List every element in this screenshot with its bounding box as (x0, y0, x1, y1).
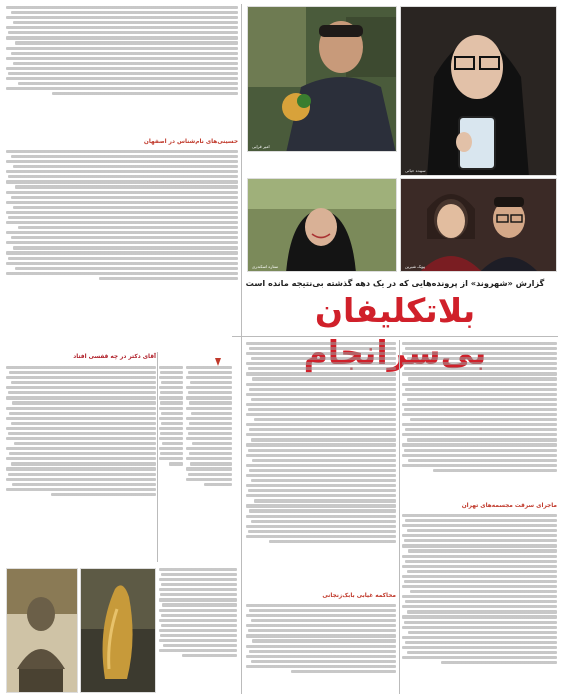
left-column-top-text (6, 4, 238, 134)
subhead-side: آقای دکتر در چه قفسی افتاد (73, 354, 156, 360)
photo-abstract-sculpture (80, 568, 156, 693)
photo-woman-with-phone (400, 6, 557, 176)
photo-woman-smiling (247, 178, 397, 272)
couple-illustration (400, 179, 556, 272)
woman-smile-illustration (247, 179, 396, 272)
main-column-middle-text-b (246, 602, 396, 694)
woman-phone-illustration (400, 7, 556, 176)
left-column-middle-text (6, 148, 238, 353)
main-column-right-text (402, 340, 557, 500)
pullquote-narrow-b (159, 364, 183, 554)
photo-man-with-bird (247, 6, 397, 152)
column-divider-main (399, 340, 400, 694)
caption-man: امیر قرایی (252, 144, 270, 149)
bust-illustration (6, 569, 77, 693)
headline-divider (232, 336, 558, 337)
pullquote-narrow-a (186, 364, 232, 564)
photo-bust-sculpture (6, 568, 78, 693)
column-divider-narrow (157, 352, 158, 562)
subhead-unknown: محاکمه غیابی بابک‌زنجانی (322, 593, 396, 599)
column-divider-left (241, 4, 242, 694)
caption-couple: پوپک شیرین (405, 264, 426, 269)
quote-marker (213, 352, 223, 362)
left-bottom-text-b (159, 566, 237, 694)
photo-couple (400, 178, 557, 272)
article-headline: بلاتکلیفان (314, 291, 476, 330)
main-column-middle-text (246, 340, 396, 590)
abstract-sculpture-illustration (80, 569, 155, 693)
caption-woman-smile: ستاره اسکندری (252, 264, 279, 269)
left-bottom-text-a (6, 364, 156, 564)
caption-woman-phone: سپیده حیاتی (405, 168, 426, 173)
subhead-sculptures: ماجرای سرقت مجسمه‌های تهران (461, 503, 557, 509)
subhead-top-left: حسینی‌های نام‌شناس در اصفهان (143, 139, 238, 145)
main-column-right-text-b (402, 512, 557, 694)
man-figure-illustration (247, 7, 396, 152)
article-kicker: گزارش «شهروند» از پرونده‌هایی که در یک دهه گذشته بی‌نتیجه مانده است (245, 278, 545, 288)
